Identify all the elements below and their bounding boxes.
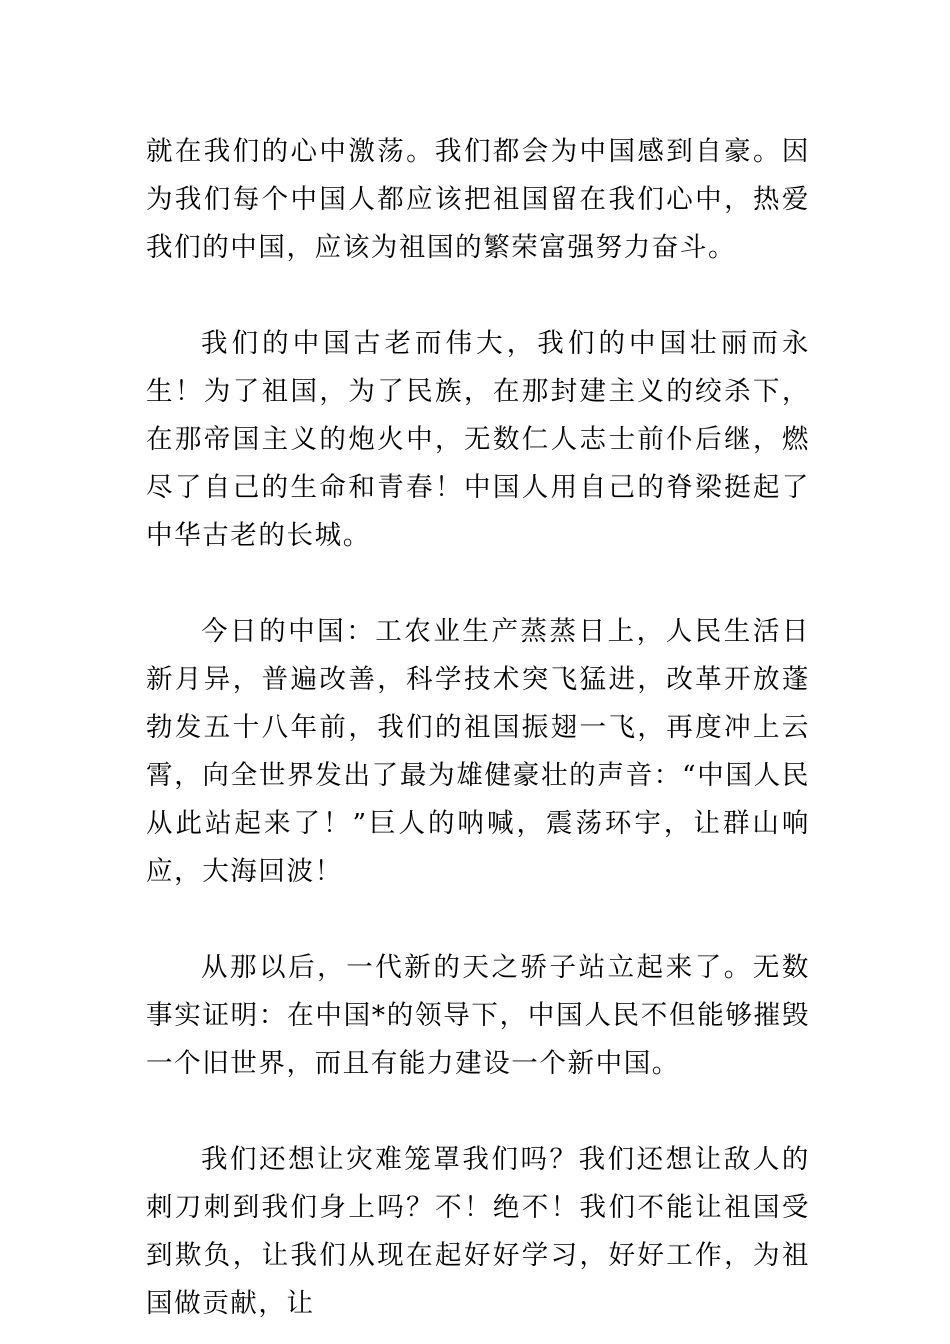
paragraph-4: 从那以后，一代新的天之骄子站立起来了。无数事实证明：在中国*的领导下，中国人民不但能够摧毁一个旧世界，而且有能力建设一个新中国。 [146, 952, 810, 1079]
paragraph-2: 我们的中国古老而伟大，我们的中国壮丽而永生！为了祖国，为了民族，在那封建主义的绞杀下，在那帝国主义的炮火中，无数仁人志士前仆后继，燃尽了自己的生命和青春！中国人用自己的脊梁挺起了中华古老的长城。 [146, 328, 810, 551]
document-body [146, 128, 810, 1328]
paragraph-3: 今日的中国：工农业生产蒸蒸日上，人民生活日新月异，普遍改善，科学技术突飞猛进，改革开放蓬勃发五十八年前，我们的祖国振翅一飞，再度冲上云霄，向全世界发出了最为雄健豪壮的声音：“中国人民从此站起来了！”巨人的呐喊，震荡环宇，让群山响应，大海回波！ [146, 616, 810, 887]
paragraph-5: 我们还想让灾难笼罩我们吗？我们还想让敌人的刺刀刺到我们身上吗？不！绝不！我们不能让祖国受到欺负，让我们从现在起好好学习，好好工作，为祖国做贡献，让 [146, 1144, 810, 1319]
paragraph-1: 就在我们的心中激荡。我们都会为中国感到自豪。因为我们每个中国人都应该把祖国留在我们心中，热爱我们的中国，应该为祖国的繁荣富强努力奋斗。 [146, 136, 810, 263]
